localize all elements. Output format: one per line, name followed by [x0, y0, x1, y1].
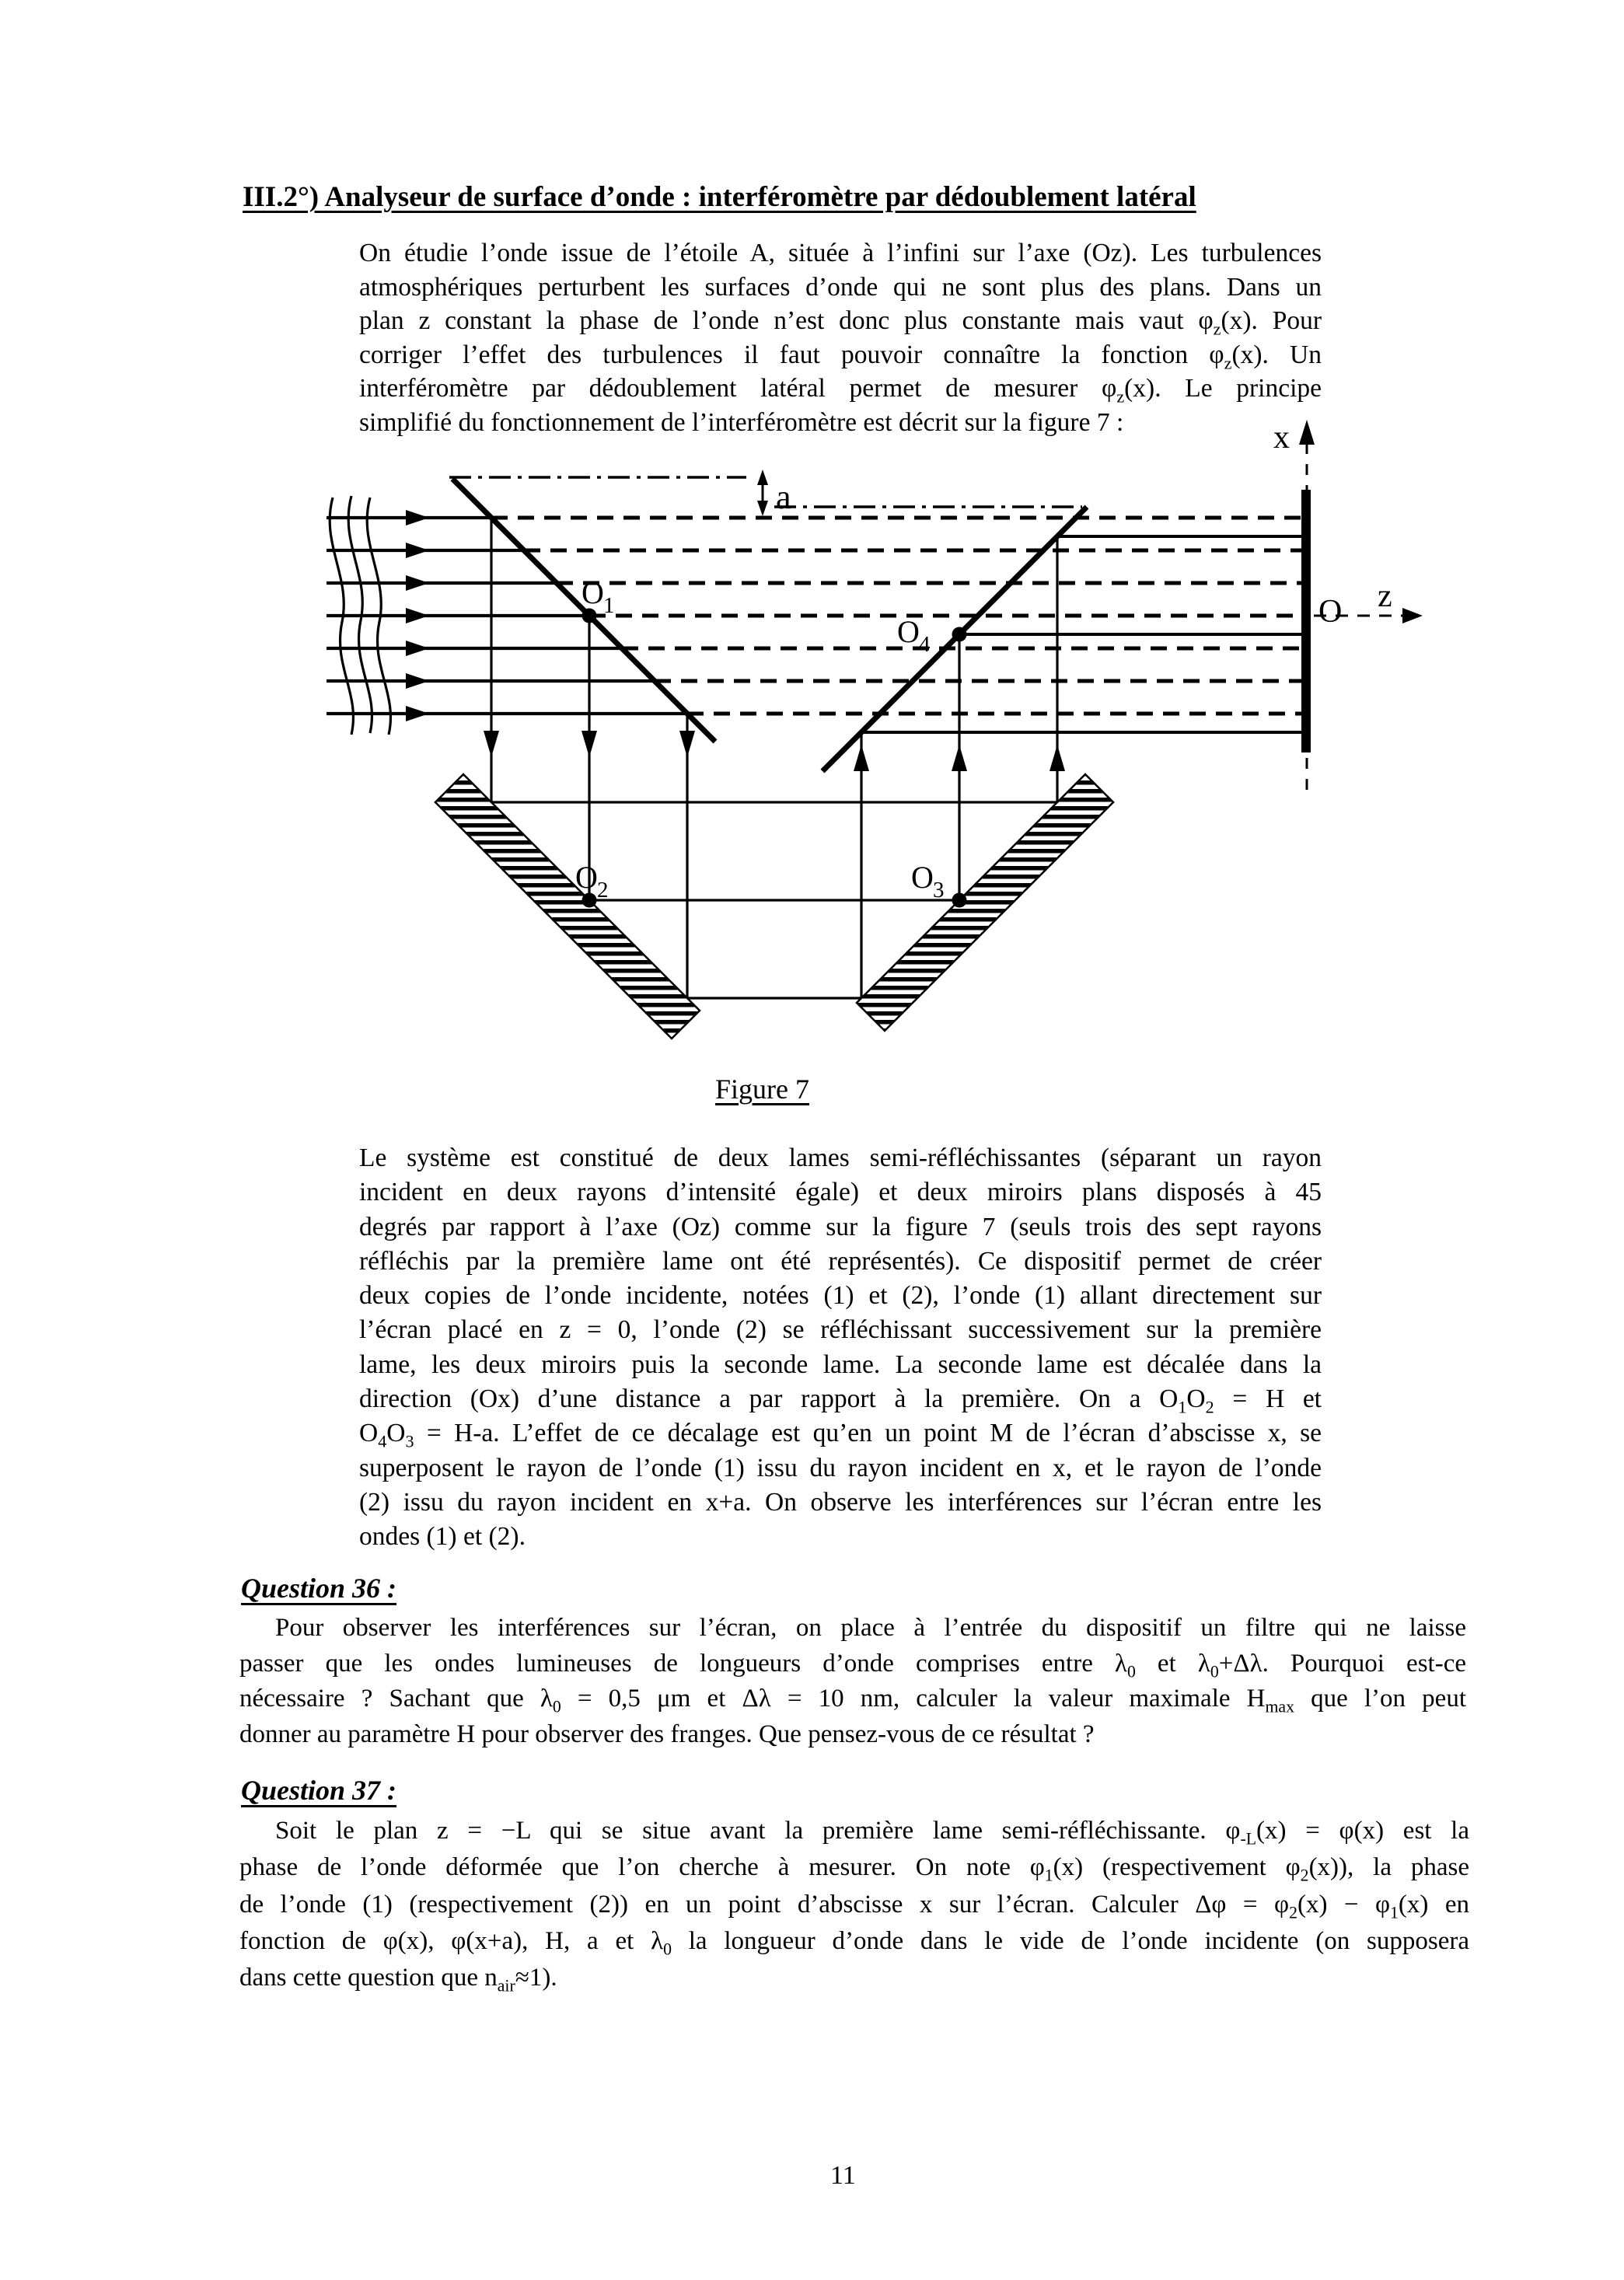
o1-label: O [581, 575, 604, 610]
incident-rays [327, 518, 687, 714]
question-37-paragraph [239, 1813, 1469, 1996]
text-line: interféromètre par dédoublement latéral permet de mesurer $\varphi_z(x)$. Le principe [359, 374, 1322, 407]
text-line: plan z constant la phase de l’onde n’est donc plus constante mais vaut $\varphi_z(x)$. Pour [359, 306, 1322, 339]
text-line: fonction de φ(x), φ(x+a), H, a et $\lambda_0$ la longueur d’onde dans le vide de l’onde incidente (on supposera [239, 1926, 1469, 1959]
text-line: passer que les ondes lumineuses de longueurs d’onde comprises entre $\lambda_0$ et $\lambda_0+\Delta\lambda$. Pourquoi est-ce [239, 1649, 1466, 1681]
text-line: Soit le plan z = −L qui se situe avant la première lame semi-réfléchissante. $\varphi_{-L}(x) = \varphi(x)$ est la [275, 1817, 1469, 1849]
description-paragraph [359, 1141, 1322, 1555]
section-title: III.2°) Analyseur de surface d’onde : interféromètre par dédoublement latéral [243, 181, 1196, 213]
text-line: direction (Ox) d’une distance a par rapport à la première. On a $O_1O_2 = H$ et [359, 1384, 1322, 1417]
down-ray-arrowheads [484, 731, 695, 757]
offset-a-label: a [776, 478, 791, 516]
o3-label: O [911, 860, 934, 895]
point-o4 [952, 627, 967, 642]
text-line: Pour observer les interférences sur l’écran, on place à l’entrée du dispositif un filtre qui ne laisse [275, 1614, 1466, 1642]
page-number: 11 [830, 2161, 856, 2190]
text-line: réfléchis par la première lame ont été représentés). Ce dispositif permet de créer [359, 1246, 1322, 1276]
text-line: donner au paramètre H pour observer des franges. Que pensez-vous de ce résultat ? [239, 1720, 1095, 1749]
up-ray-arrowheads [854, 745, 1065, 771]
text-line: (2) issu du rayon incident en x+a. On observe les interférences sur l’écran entre les [359, 1487, 1322, 1517]
o4-sub: 4 [919, 632, 931, 657]
x-axis-label: x [1273, 420, 1290, 456]
text-line: lame, les deux miroirs puis la seconde lame. La seconde lame est décalée dans la [359, 1349, 1322, 1379]
text-line: de l’onde (1) (respectivement (2)) en un point d’abscisse x sur l’écran. Calculer $\Delta\varphi = \varphi_2(x) - \varphi_1(x)$ en [239, 1890, 1469, 1922]
z-axis-label: z [1378, 578, 1392, 614]
mirror-1 [435, 774, 700, 1039]
origin-label: O [1318, 594, 1343, 630]
o1-sub: 1 [603, 593, 615, 618]
text-line: nécessaire ? Sachant que $\lambda_0 = 0,5$ μm et Δλ = 10 nm, calculer la valeur maximale $H_{max}$ que l’on peut [239, 1685, 1466, 1716]
point-o1 [582, 609, 597, 623]
text-line: phase de l’onde déformée que l’on cherche à mesurer. On note $\varphi_1(x)$ (respectivement $\varphi_2(x)$), la phase [239, 1853, 1469, 1885]
x-axis-arrowhead [1299, 420, 1315, 445]
text-line: $O_4O_3 = H-a$. L’effet de ce décalage est qu’en un point M de l’écran d’abscisse x, se [359, 1419, 1322, 1452]
question-36-heading: Question 36 : [241, 1573, 397, 1604]
figure-caption: Figure 7 [715, 1074, 809, 1105]
reference-point-dots [582, 609, 967, 908]
o2-label: O [575, 860, 598, 895]
screen [1301, 490, 1311, 752]
text-line: degrés par rapport à l’axe (Oz) comme sur la figure 7 (seuls trois des sept rayons [359, 1212, 1322, 1241]
reference-point-labels [575, 575, 945, 903]
z-axis-arrowhead [1402, 608, 1423, 623]
point-o2 [582, 893, 597, 908]
offset-a-arrow [757, 470, 768, 516]
text-line: simplifié du fonctionnement de l’interféromètre est décrit sur la figure 7 : [359, 407, 1124, 437]
text-line: Le système est constitué de deux lames semi-réfléchissantes (séparant un rayon [359, 1143, 1322, 1172]
o4-label: O [897, 614, 920, 649]
point-o3 [952, 893, 967, 908]
text-line: l’écran placé en z = 0, l’onde (2) se réfléchissant successivement sur la première [359, 1315, 1322, 1345]
text-line: incident en deux rayons d’intensité égale) et deux miroirs plans disposés à 45 [359, 1178, 1322, 1207]
text-line: ondes (1) et (2). [359, 1522, 526, 1552]
text-line: atmosphériques perturbent les surfaces d’onde qui ne sont plus des plans. Dans un [359, 272, 1322, 302]
text-line: corriger l’effet des turbulences il faut pouvoir connaître la fonction $\varphi_z(x)$. Un [359, 340, 1322, 373]
text-line: deux copies de l’onde incidente, notées (1) et (2), l’onde (1) allant directement sur [359, 1281, 1322, 1311]
o3-sub: 3 [933, 878, 945, 903]
o2-sub: 2 [597, 878, 609, 903]
question-36-paragraph [239, 1611, 1466, 1753]
text-line: dans cette question que $n_{air}\approx 1$). [239, 1964, 557, 1995]
incident-ray-arrowheads [406, 510, 429, 721]
text-line: On étudie l’onde issue de l’étoile A, située à l’infini sur l’axe (Oz). Les turbulences [359, 239, 1322, 267]
text-line: superposent le rayon de l’onde (1) issu du rayon incident en x, et le rayon de l’onde [359, 1453, 1322, 1482]
mirror-2 [857, 774, 1113, 1031]
question-37-heading: Question 37 : [241, 1775, 397, 1806]
